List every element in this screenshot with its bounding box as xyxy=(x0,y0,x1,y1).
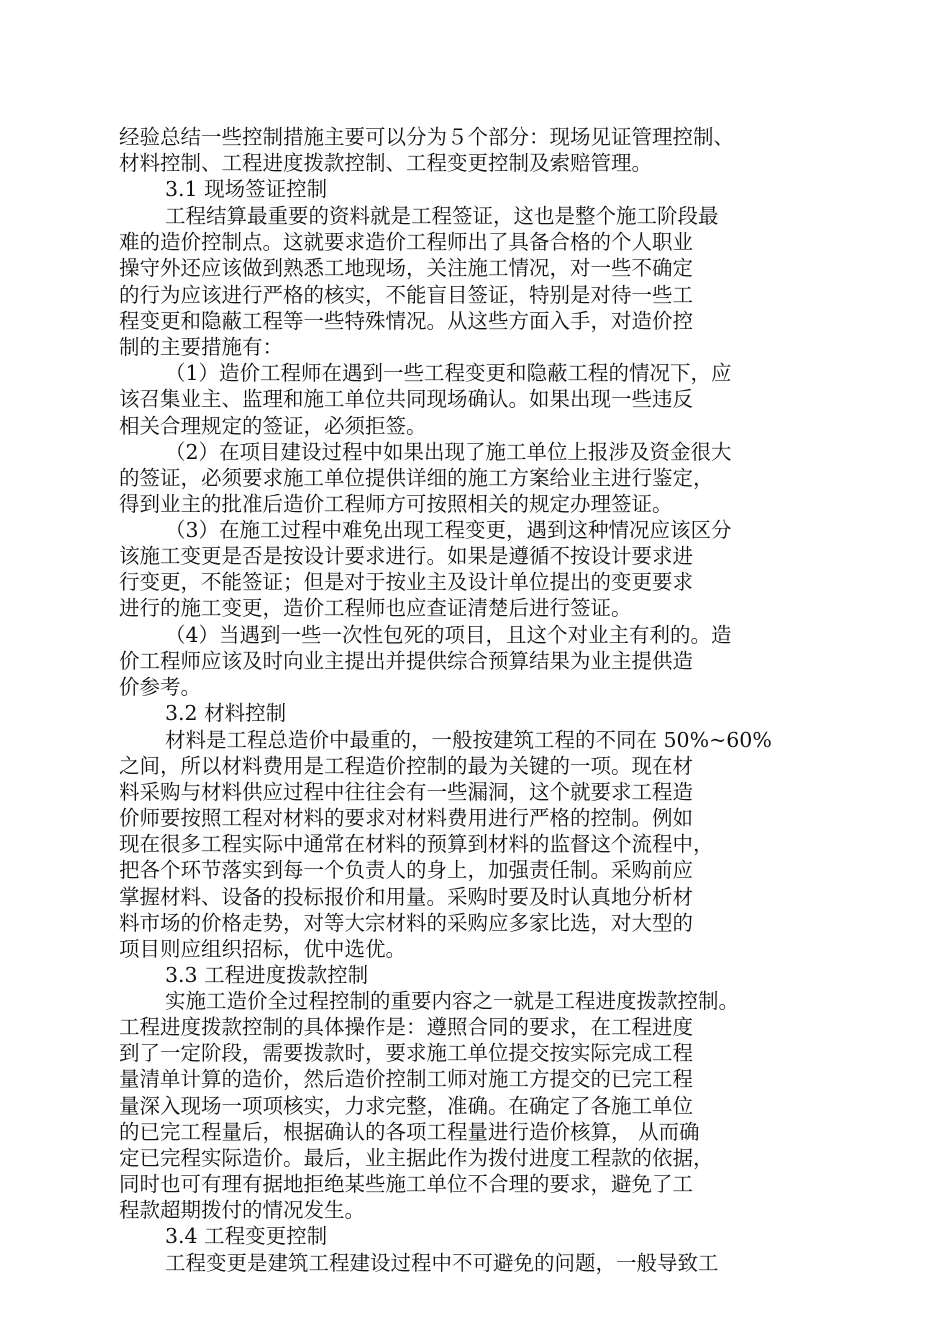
paragraph-line: 价工程师应该及时向业主提出并提供综合预算结果为业主提供造 xyxy=(119,649,693,673)
paragraph-line: 到了一定阶段，需要拨款时，要求施工单位提交按实际完成工程 xyxy=(119,1041,693,1065)
paragraph-line: 制的主要措施有： xyxy=(119,335,283,359)
paragraph-line: 量深入现场一项项核实，力求完整，准确。在确定了各施工单位 xyxy=(119,1094,693,1118)
section-heading: 3.2 材料控制 xyxy=(165,701,287,725)
paragraph-line: 得到业主的批准后造价工程师方可按照相关的规定办理签证。 xyxy=(119,492,673,516)
paragraph-line: 工程进度拨款控制的具体操作是：遵照合同的要求，在工程进度 xyxy=(119,1015,693,1039)
paragraph-line: 定已完程实际造价。最后，业主据此作为拨付进度工程款的依据， xyxy=(119,1146,714,1170)
paragraph-line: 现在很多工程实际中通常在材料的预算到材料的监督这个流程中， xyxy=(119,832,714,856)
paragraph-line: 该召集业主、监理和施工单位共同现场确认。如果出现一些违反 xyxy=(119,387,693,411)
paragraph-line: 难的造价控制点。这就要求造价工程师出了具备合格的个人职业 xyxy=(119,230,693,254)
list-item-line: （2）在项目建设过程中如果出现了施工单位上报涉及资金很大 xyxy=(165,440,732,464)
paragraph-line: 价参考。 xyxy=(119,675,201,699)
paragraph-line: 行变更，不能签证；但是对于按业主及设计单位提出的变更要求 xyxy=(119,570,693,594)
paragraph-line: 同时也可有理有据地拒绝某些施工单位不合理的要求，避免了工 xyxy=(119,1172,693,1196)
paragraph-line: 该施工变更是否是按设计要求进行。如果是遵循不按设计要求进 xyxy=(119,544,693,568)
paragraph-line: 的签证，必须要求施工单位提供详细的施工方案给业主进行鉴定， xyxy=(119,466,714,490)
paragraph-line: 相关合理规定的签证，必须拒签。 xyxy=(119,414,427,438)
section-heading: 3.3 工程进度拨款控制 xyxy=(165,963,369,987)
paragraph-line: 之间，所以材料费用是工程造价控制的最为关键的一项。现在材 xyxy=(119,754,693,778)
paragraph-line: 的行为应该进行严格的核实，不能盲目签证，特别是对待一些工 xyxy=(119,283,693,307)
list-item-line: （1）造价工程师在遇到一些工程变更和隐蔽工程的情况下，应 xyxy=(165,361,732,385)
paragraph-line: 工程变更是建筑工程建设过程中不可避免的问题，一般导致工 xyxy=(165,1251,719,1275)
paragraph-line: 工程结算最重要的资料就是工程签证，这也是整个施工阶段最 xyxy=(165,204,719,228)
paragraph-line: 的已完工程量后，根据确认的各项工程量进行造价核算， 从而确 xyxy=(119,1120,700,1144)
paragraph-line: 掌握材料、设备的投标报价和用量。采购时要及时认真地分析材 xyxy=(119,885,693,909)
paragraph-line: 料采购与材料供应过程中往往会有一些漏洞，这个就要求工程造 xyxy=(119,780,693,804)
paragraph-line: 料市场的价格走势，对等大宗材料的采购应多家比选，对大型的 xyxy=(119,911,693,935)
list-item-line: （4）当遇到一些一次性包死的项目，且这个对业主有利的。造 xyxy=(165,623,732,647)
list-item-line: （3）在施工过程中难免出现工程变更，遇到这种情况应该区分 xyxy=(165,518,732,542)
paragraph-line: 价师要按照工程对材料的要求对材料费用进行严格的控制。例如 xyxy=(119,806,693,830)
paragraph-line: 量清单计算的造价，然后造价控制工师对施工方提交的已完工程 xyxy=(119,1067,693,1091)
paragraph-line: 项目则应组织招标，优中选优。 xyxy=(119,937,406,961)
section-heading: 3.1 现场签证控制 xyxy=(165,177,328,201)
paragraph-line: 经验总结一些控制措施主要可以分为５个部分：现场见证管理控制、 xyxy=(119,125,734,149)
paragraph-line: 材料是工程总造价中最重的，一般按建筑工程的不同在 50%~60% xyxy=(165,728,772,752)
paragraph-line: 实施工造价全过程控制的重要内容之一就是工程进度拨款控制。 xyxy=(165,989,739,1013)
section-heading: 3.4 工程变更控制 xyxy=(165,1224,328,1248)
paragraph-line: 材料控制、工程进度拨款控制、工程变更控制及索赔管理。 xyxy=(119,151,652,175)
paragraph-line: 程变更和隐蔽工程等一些特殊情况。从这些方面入手，对造价控 xyxy=(119,309,693,333)
paragraph-line: 进行的施工变更，造价工程师也应查证清楚后进行签证。 xyxy=(119,596,632,620)
paragraph-line: 把各个环节落实到每一个负责人的身上，加强责任制。采购前应 xyxy=(119,858,693,882)
paragraph-line: 程款超期拨付的情况发生。 xyxy=(119,1198,365,1222)
paragraph-line: 操守外还应该做到熟悉工地现场，关注施工情况，对一些不确定 xyxy=(119,256,693,280)
